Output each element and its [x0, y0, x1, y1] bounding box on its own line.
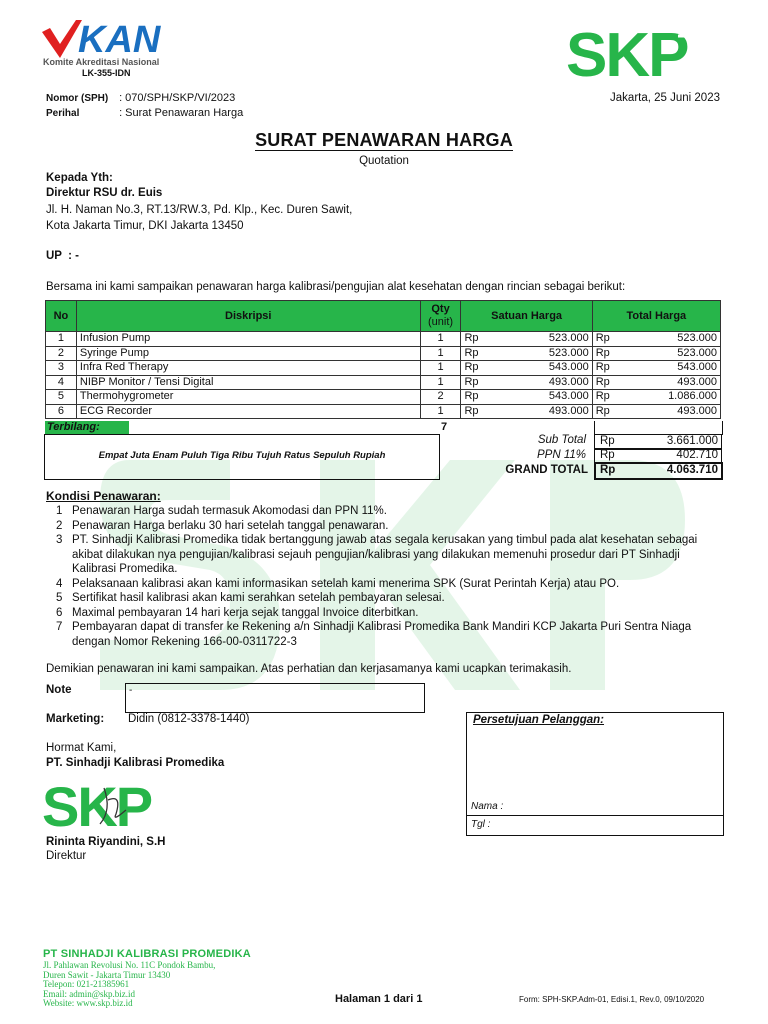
table-row	[46, 361, 721, 376]
item-total: 523.000	[613, 346, 721, 361]
approval-box	[466, 712, 724, 836]
condition-number: 7	[56, 621, 63, 633]
grand-total-cell	[594, 462, 723, 480]
grand-total-currency: Rp	[600, 464, 616, 476]
item-qty: 1	[420, 375, 461, 390]
col-desc-header: Diskripsi	[76, 301, 420, 332]
condition-text: Penawaran Harga sudah termasuk Akomodasi dan PPN 11%.	[72, 505, 387, 517]
condition-text: Pelaksanaan kalibrasi akan kami informasikan setelah kami menerima SPK (Surat Perintah Kerja) atau PO.	[72, 577, 620, 590]
item-rows	[46, 332, 721, 419]
condition-text: Maximal pembayaran 14 hari kerja sejak tanggal Invoice diterbitkan.	[72, 606, 419, 619]
sub-total-value: 3.661.000	[666, 435, 718, 447]
form-code: Form: SPH-SKP.Adm-01, Edisi.1, Rev.0, 09/10/2020	[519, 995, 705, 1004]
signature-company: PT. Sinhadji Kalibrasi Promedika	[46, 757, 225, 769]
table-row	[46, 404, 721, 419]
marketing-label: Marketing:	[46, 713, 105, 725]
item-unit-price: 523.000	[482, 346, 593, 361]
item-unit-currency: Rp	[461, 375, 482, 390]
item-no: 5	[46, 390, 77, 405]
condition-number: 2	[56, 519, 63, 532]
item-desc: Infra Red Therapy	[76, 361, 420, 376]
footer-company: PT SINHADJI KALIBRASI PROMEDIKA	[43, 948, 251, 960]
place-date: Jakarta, 25 Juni 2023	[610, 92, 720, 104]
kan-logo	[40, 18, 185, 78]
perihal-label: Perihal	[46, 108, 80, 119]
up-line: UP : -	[46, 250, 80, 262]
kan-check-icon	[40, 18, 185, 60]
kan-code: LK-355-IDN	[82, 68, 131, 78]
condition-number: 4	[56, 577, 63, 590]
terbilang-label: Terbilang:	[45, 421, 129, 434]
ppn-value: 402.710	[676, 449, 718, 461]
kan-logo-text: KAN	[78, 19, 161, 60]
item-qty: 1	[420, 361, 461, 376]
col-unit-price-header: Satuan Harga	[461, 301, 592, 332]
footer-line: Website: www.skp.biz.id	[43, 998, 133, 1008]
item-total-currency: Rp	[592, 361, 613, 376]
note-label: Note	[46, 684, 72, 696]
item-total: 1.086.000	[613, 390, 721, 405]
condition-number: 3	[56, 534, 63, 546]
footer-address	[43, 961, 215, 1009]
table-row	[46, 375, 721, 390]
item-total: 493.000	[613, 404, 721, 419]
page-number: Halaman 1 dari 1	[335, 993, 423, 1005]
grand-total-value: 4.063.710	[666, 464, 718, 476]
intro-text: Bersama ini kami sampaikan penawaran harga kalibrasi/pengujian alat kesehatan dengan rincian sebagai berikut:	[46, 281, 626, 293]
skp-logo	[566, 24, 728, 85]
footer-line: Jl. Pahlawan Revolusi No. 11C Pondok Bambu,	[43, 960, 216, 970]
condition-number: 5	[56, 592, 63, 604]
condition-item	[46, 577, 726, 592]
skp-stamp-logo	[42, 780, 187, 830]
item-unit-currency: Rp	[461, 390, 482, 405]
item-total-currency: Rp	[592, 346, 613, 361]
item-no: 3	[46, 361, 77, 376]
approval-title: Persetujuan Pelanggan:	[473, 714, 605, 726]
total-blank-cell	[594, 421, 723, 435]
recipient-address-1: Jl. H. Naman No.3, RT.13/RW.3, Pd. Klp., Kec. Duren Sawit,	[46, 204, 353, 216]
item-desc: ECG Recorder	[76, 404, 420, 419]
nomor-label: Nomor (SPH)	[46, 93, 109, 104]
item-total-currency: Rp	[592, 404, 613, 419]
page-subtitle: Quotation	[359, 155, 409, 167]
col-total-header: Total Harga	[592, 301, 720, 332]
item-unit-currency: Rp	[461, 332, 482, 347]
note-box[interactable]	[125, 683, 425, 713]
page-title	[0, 130, 768, 151]
note-value: -	[129, 685, 133, 696]
col-qty-header	[420, 301, 461, 332]
qty-unit-label: (unit)	[428, 316, 454, 328]
closing-text: Demikian penawaran ini kami sampaikan. Atas perhatian dan kerjasamanya kami ucapkan terimakasih.	[46, 663, 572, 675]
sub-total-label: Sub Total	[537, 434, 586, 446]
sub-total-currency: Rp	[600, 435, 615, 447]
marketing-value: Didin (0812-3378-1440)	[128, 713, 250, 725]
approval-date-label: Tgl :	[471, 819, 491, 830]
item-desc: Infusion Pump	[76, 332, 420, 347]
item-no: 1	[46, 332, 77, 347]
item-unit-price: 493.000	[482, 404, 593, 419]
condition-text: Penawaran Harga berlaku 30 hari setelah tanggal penawaran.	[72, 519, 389, 532]
condition-item	[46, 606, 726, 621]
item-unit-currency: Rp	[461, 361, 482, 376]
item-no: 6	[46, 404, 77, 419]
item-qty: 1	[420, 404, 461, 419]
signer-role: Direktur	[46, 850, 87, 862]
item-qty: 2	[420, 390, 461, 405]
item-total: 523.000	[613, 332, 721, 347]
col-no-header: No	[46, 301, 77, 332]
conditions-list	[46, 504, 726, 649]
item-desc: Syringe Pump	[76, 346, 420, 361]
footer-line: Telepon: 021-21385961	[43, 979, 130, 989]
item-unit-price: 523.000	[482, 332, 593, 347]
kan-org-name: Komite Akreditasi Nasional	[43, 57, 160, 67]
items-table	[45, 300, 721, 419]
recipient-address-2: Kota Jakarta Timur, DKI Jakarta 13450	[46, 220, 244, 232]
item-unit-price: 543.000	[482, 361, 593, 376]
conditions-title: Kondisi Penawaran:	[46, 489, 161, 503]
item-unit-price: 493.000	[482, 375, 593, 390]
condition-item	[46, 519, 726, 534]
regards: Hormat Kami,	[46, 742, 117, 754]
condition-text: Sertifikat hasil kalibrasi akan kami serahkan setelah pembayaran selesai.	[72, 592, 445, 604]
skp-logo-text: SKP	[566, 24, 688, 82]
svg-text:SKP: SKP	[42, 780, 152, 830]
item-qty: 1	[420, 346, 461, 361]
item-desc: Thermohygrometer	[76, 390, 420, 405]
item-total-currency: Rp	[592, 332, 613, 347]
condition-item	[46, 504, 726, 519]
ppn-label: PPN 11%	[536, 449, 586, 461]
item-unit-currency: Rp	[461, 404, 482, 419]
signer-name: Rininta Riyandini, S.H	[46, 836, 166, 848]
item-total-currency: Rp	[592, 375, 613, 390]
qty-label: Qty	[431, 303, 450, 315]
item-no: 4	[46, 375, 77, 390]
table-row	[46, 346, 721, 361]
item-unit-currency: Rp	[461, 346, 482, 361]
qty-total: 7	[441, 421, 448, 433]
condition-text: PT. Sinhadji Kalibrasi Promedika tidak bertanggung jawab atas segala kerusakan yang timbul pada alat kesehatan sebagai akibat dilakukan nya pengujian/kalibrasi sejauh pengujian/kalibrasi yang dilakukan memenuhi prosedur dari PT Sinhadji Kalibrasi Promedika.	[72, 534, 698, 575]
table-header	[46, 301, 721, 332]
terbilang-text: Empat Juta Enam Puluh Tiga Ribu Tujuh Ratus Sepuluh Rupiah	[98, 450, 386, 461]
approval-name-label: Nama :	[471, 801, 504, 812]
item-total: 543.000	[613, 361, 721, 376]
item-no: 2	[46, 346, 77, 361]
conditions-section	[46, 489, 726, 649]
condition-number: 1	[56, 505, 63, 517]
item-total: 493.000	[613, 375, 721, 390]
perihal-value: : Surat Penawaran Harga	[119, 107, 244, 119]
footer-line: Duren Sawit - Jakarta Timur 13430	[43, 969, 171, 980]
table-row	[46, 332, 721, 347]
item-desc: NIBP Monitor / Tensi Digital	[76, 375, 420, 390]
condition-item	[46, 620, 726, 649]
item-unit-price: 543.000	[482, 390, 593, 405]
condition-text: Pembayaran dapat di transfer ke Rekening a/n Sinhadji Kalibrasi Promedika Bank Mandiri KCP Jakarta Puri Sentra Niaga dengan Nomor Rekening 166-00-0311722-3	[72, 621, 692, 648]
ppn-currency: Rp	[600, 449, 615, 461]
nomor-value: : 070/SPH/SKP/VI/2023	[119, 92, 236, 104]
item-total-currency: Rp	[592, 390, 613, 405]
nomor-row	[46, 92, 235, 104]
terbilang-box	[44, 434, 440, 480]
page-title-text: SURAT PENAWARAN HARGA	[255, 130, 513, 150]
condition-number: 6	[56, 606, 63, 619]
table-row	[46, 390, 721, 405]
perihal-row	[46, 107, 243, 119]
approval-divider	[467, 815, 723, 816]
footer-line: Email: admin@skp.biz.id	[43, 988, 136, 999]
condition-item	[46, 591, 726, 606]
item-qty: 1	[420, 332, 461, 347]
salutation: Kepada Yth:	[46, 172, 113, 184]
grand-total-label: GRAND TOTAL	[505, 464, 588, 476]
condition-item	[46, 533, 726, 577]
recipient-name: Direktur RSU dr. Euis	[46, 187, 163, 199]
